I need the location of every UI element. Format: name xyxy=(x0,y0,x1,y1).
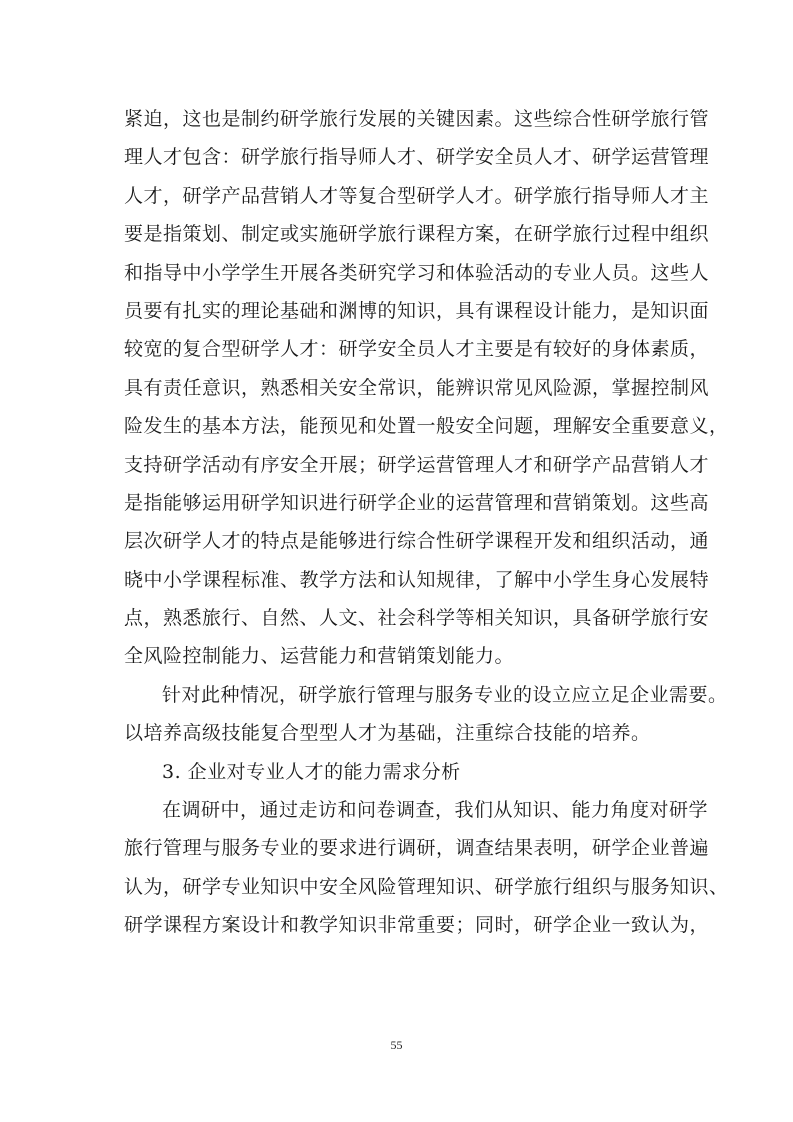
text-line: 全风险控制能力、运营能力和营销策划能力。 xyxy=(124,645,515,668)
text-line: 险发生的基本方法，能预见和处置一般安全问题，理解安全重要意义， xyxy=(124,415,729,438)
text-line: 和指导中小学学生开展各类研究学习和体验活动的专业人员。这些人 xyxy=(124,261,710,284)
text-line: 紧迫，这也是制约研学旅行发展的关键因素。这些综合性研学旅行管 xyxy=(124,108,710,130)
text-line: 研学课程方案设计和教学知识非常重要；同时，研学企业一致认为， xyxy=(124,914,710,937)
text-line: 员要有扎实的理论基础和渊博的知识，具有课程设计能力，是知识面 xyxy=(124,299,710,322)
text-line: 层次研学人才的特点是能够进行综合性研学课程开发和组织活动，通 xyxy=(124,530,710,553)
text-line: 支持研学活动有序安全开展；研学运营管理人才和研学产品营销人才 xyxy=(124,453,710,476)
text-line: 较宽的复合型研学人才：研学安全员人才主要是有较好的身体素质， xyxy=(124,338,710,361)
paragraph-start-line: 针对此种情况，研学旅行管理与服务专业的设立应立足企业需要。 xyxy=(162,683,728,706)
text-line: 理人才包含：研学旅行指导师人才、研学安全员人才、研学运营管理 xyxy=(124,146,710,169)
text-line: 以培养高级技能复合型型人才为基础，注重综合技能的培养。 xyxy=(124,722,651,745)
text-line: 认为，研学专业知识中安全风险管理知识、研学旅行组织与服务知识、 xyxy=(124,875,729,898)
text-line: 旅行管理与服务专业的要求进行调研，调查结果表明，研学企业普遍 xyxy=(124,837,710,860)
paragraph-start-line: 在调研中，通过走访和问卷调查，我们从知识、能力角度对研学 xyxy=(162,799,709,822)
section-heading: 3. 企业对专业人才的能力需求分析 xyxy=(162,760,461,783)
text-line: 是指能够运用研学知识进行研学企业的运营管理和营销策划。这些高 xyxy=(124,491,710,514)
text-line: 具有责任意识，熟悉相关安全常识，能辨识常见风险源，掌握控制风 xyxy=(124,376,710,399)
text-line: 点，熟悉旅行、自然、人文、社会科学等相关知识，具备研学旅行安 xyxy=(124,607,710,630)
page-number: 55 xyxy=(390,1038,403,1052)
body-text xyxy=(124,100,729,945)
text-line: 要是指策划、制定或实施研学旅行课程方案，在研学旅行过程中组织 xyxy=(124,223,710,246)
text-line: 人才，研学产品营销人才等复合型研学人才。研学旅行指导师人才主 xyxy=(124,184,710,207)
text-line: 晓中小学课程标准、教学方法和认知规律，了解中小学生身心发展特 xyxy=(124,568,710,591)
